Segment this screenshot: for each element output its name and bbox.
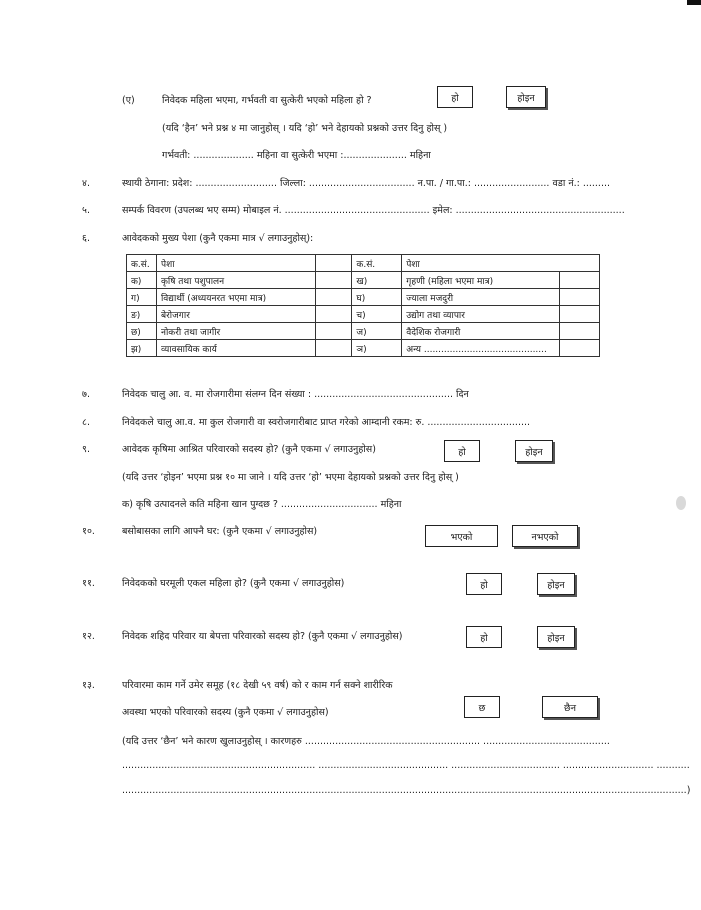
q8-income-line: निवेदकले चालु आ.व. मा कुल रोजगारी वा स्वरोजगारीबाट प्राप्त गरेको आम्दानी रकम: रु. .................................. bbox=[122, 417, 531, 428]
row-code: ग) bbox=[127, 289, 157, 306]
table-row bbox=[127, 306, 600, 323]
tick-cell[interactable] bbox=[560, 272, 600, 289]
q13-reason-dots-1: ................................................................ ........................................... .................................... .............................. ........... bbox=[122, 760, 690, 771]
q-e-yes-box[interactable]: हो bbox=[437, 86, 473, 108]
q9-sub-question: क) कृषि उत्पादनले कति महिना खान पुग्दछ ? ................................ महिना bbox=[122, 499, 402, 510]
q9-note: (यदि उत्तर ‘होइन’ भएमा प्रश्न १० मा जाने । यदि उत्तर ‘हो’ भएमा देहायको प्रश्नको उत्तर दिनु होस् ) bbox=[122, 472, 459, 483]
tick-cell[interactable] bbox=[315, 340, 352, 357]
tick-cell[interactable] bbox=[560, 340, 600, 357]
table-header-row bbox=[127, 255, 600, 272]
q13-reason-note: (यदि उत्तर ‘छैन’ भने कारण खुलाउनुहोस् । कारणहरु .......................................................... .......................................... bbox=[122, 736, 610, 747]
q12-no-box[interactable]: होइन bbox=[537, 626, 575, 648]
q7-number: ७. bbox=[82, 389, 90, 400]
row-occupation: नोकरी तथा जागीर bbox=[156, 323, 315, 340]
q12-number: १२. bbox=[82, 631, 95, 642]
table-row bbox=[127, 323, 600, 340]
q13-reason-dots-2: ...........................................................................................................................................................................................) bbox=[122, 785, 691, 796]
q10-yes-box[interactable]: भएको bbox=[425, 525, 498, 547]
row-code: छ) bbox=[127, 323, 157, 340]
tick-cell[interactable] bbox=[315, 272, 352, 289]
row-occupation: गृहणी (महिला भएमा मात्र) bbox=[402, 272, 560, 289]
row-code: ङ) bbox=[127, 306, 157, 323]
tick-cell[interactable] bbox=[315, 289, 352, 306]
q11-no-box[interactable]: होइन bbox=[537, 573, 575, 595]
q13-no-box[interactable]: छैन bbox=[542, 696, 598, 718]
q13-question-line2: अवस्था भएको परिवारको सदस्य (कुनै एकमा √ लगाउनुहोस) bbox=[122, 707, 329, 718]
q9-yes-box[interactable]: हो bbox=[444, 440, 480, 462]
header-occupation: पेशा bbox=[156, 255, 315, 272]
table-row bbox=[127, 340, 600, 357]
q9-number: ९. bbox=[82, 444, 90, 455]
row-code: ज) bbox=[352, 323, 402, 340]
q-e-no-box[interactable]: होइन bbox=[506, 86, 546, 108]
q-e-note: (यदि ‘हैन’ भने प्रश्न ४ मा जानुहोस् । यदि ‘हो’ भने देहायको प्रश्नको उत्तर दिनु होस् ) bbox=[162, 123, 448, 134]
q12-question: निवेदक शहिद परिवार या बेपत्ता परिवारको सदस्य हो? (कुनै एकमा √ लगाउनुहोस) bbox=[122, 631, 403, 642]
occupation-table bbox=[126, 254, 600, 357]
table-row bbox=[127, 289, 600, 306]
tick-cell[interactable] bbox=[560, 289, 600, 306]
header-blank bbox=[315, 255, 352, 272]
header-sn: क.सं. bbox=[352, 255, 402, 272]
q7-days-line: निवेदक चालु आ. व. मा रोजगारीमा संलग्न दिन संख्या : .............................................. दिन bbox=[122, 389, 469, 400]
row-occupation: कृषि तथा पशुपालन bbox=[156, 272, 315, 289]
tick-cell[interactable] bbox=[560, 323, 600, 340]
q11-number: ११. bbox=[82, 578, 95, 589]
row-occupation: अन्य ........................................... bbox=[402, 340, 560, 357]
q8-number: ८. bbox=[82, 417, 90, 428]
row-occupation: ज्याला मजदुरी bbox=[402, 289, 560, 306]
q10-question: बसोबासका लागि आफ्नै घर: (कुनै एकमा √ लगाउनुहोस) bbox=[122, 526, 318, 537]
q9-question: आवेदक कृषिमा आश्रित परिवारको सदस्य हो? (कुनै एकमा √ लगाउनुहोस) bbox=[122, 444, 376, 455]
q-e-question: निवेदक महिला भएमा, गर्भवती वा सुत्केरी भएको महिला हो ? bbox=[162, 95, 372, 106]
row-code: क) bbox=[127, 272, 157, 289]
q5-contact-line: सम्पर्क विवरण (उपलब्ध भए सम्म) मोबाइल नं. ................................................ इमेल: ........................................................ bbox=[122, 205, 625, 216]
q13-yes-box[interactable]: छ bbox=[464, 696, 500, 718]
tick-cell[interactable] bbox=[315, 306, 352, 323]
q-e-months-line: गर्भवती: .................... महिना वा सुत्केरी भएमा :..................... महिना bbox=[162, 150, 431, 161]
row-occupation: विद्यार्थी (अध्ययनरत भएमा मात्र) bbox=[156, 289, 315, 306]
scan-speck bbox=[676, 496, 686, 510]
row-code: झ) bbox=[127, 340, 157, 357]
row-code: ञ) bbox=[352, 340, 402, 357]
row-occupation: बेरोजगार bbox=[156, 306, 315, 323]
q-e-label: (ए) bbox=[122, 95, 135, 106]
q6-number: ६. bbox=[82, 233, 90, 244]
row-code: ख) bbox=[352, 272, 402, 289]
scan-corner-mark bbox=[687, 0, 701, 5]
q11-question: निवेदकको घरमूली एकल महिला हो? (कुनै एकमा √ लगाउनुहोस) bbox=[122, 578, 345, 589]
row-occupation: व्यावसायिक कार्य bbox=[156, 340, 315, 357]
header-sn: क.सं. bbox=[127, 255, 157, 272]
row-code: च) bbox=[352, 306, 402, 323]
row-code: घ) bbox=[352, 289, 402, 306]
q12-yes-box[interactable]: हो bbox=[466, 626, 502, 648]
row-occupation: उद्योग तथा व्यापार bbox=[402, 306, 560, 323]
header-occupation: पेशा bbox=[402, 255, 600, 272]
table-row bbox=[127, 272, 600, 289]
q6-question: आवेदकको मुख्य पेशा (कुनै एकमा मात्र √ लगाउनुहोस्): bbox=[122, 233, 314, 244]
row-occupation: वैदेशिक रोजगारी bbox=[402, 323, 560, 340]
q10-number: १०. bbox=[82, 526, 95, 537]
q13-question-line1: परिवारमा काम गर्ने उमेर समूह (१८ देखी ५९ वर्ष) को र काम गर्न सक्ने शारीरिक bbox=[122, 680, 393, 691]
tick-cell[interactable] bbox=[560, 306, 600, 323]
q5-number: ५. bbox=[82, 205, 90, 216]
q10-no-box[interactable]: नभएको bbox=[512, 525, 578, 547]
q11-yes-box[interactable]: हो bbox=[466, 573, 502, 595]
q9-no-box[interactable]: होइन bbox=[515, 440, 553, 462]
tick-cell[interactable] bbox=[315, 323, 352, 340]
q4-number: ४. bbox=[82, 178, 90, 189]
q13-number: १३. bbox=[82, 680, 95, 691]
q4-address-line: स्थायी ठेगाना: प्रदेश: ........................... जिल्ला: ................................... न.पा. / गा.पा.: ......................... वडा नं.: ......... bbox=[122, 178, 611, 189]
